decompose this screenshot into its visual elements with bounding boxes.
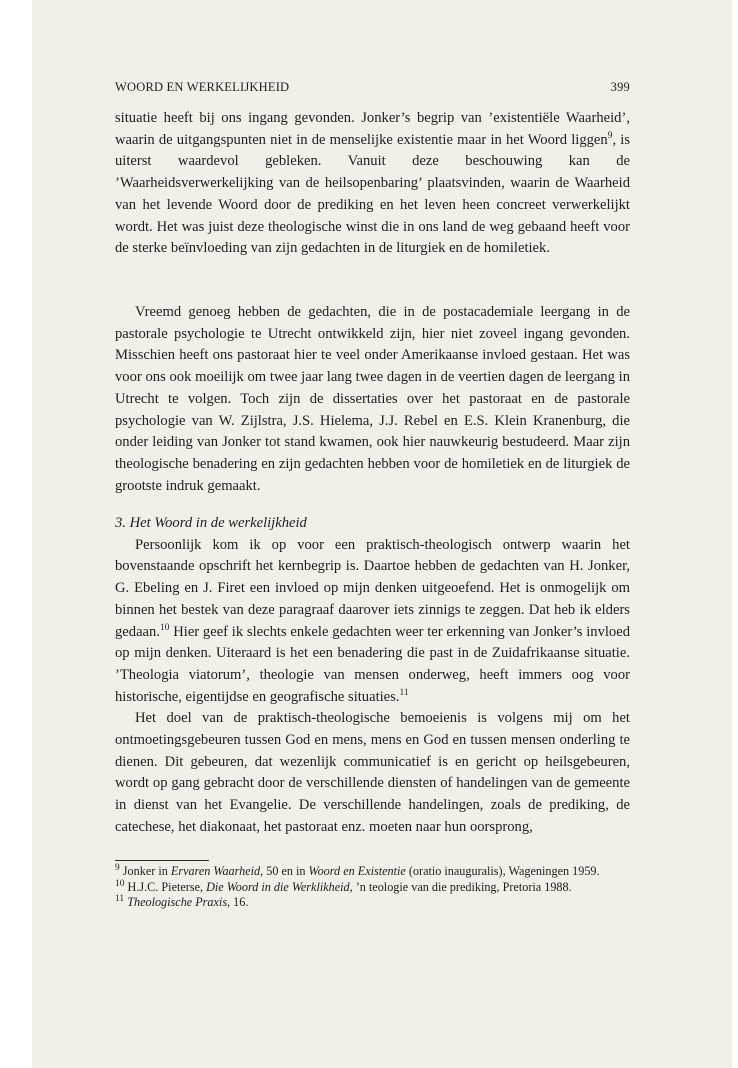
- section-heading: 3. Het Woord in de werkelijkheid: [115, 515, 307, 531]
- footnote-ref-11: 11: [399, 687, 409, 698]
- footnote-ref-10: 10: [159, 622, 170, 633]
- footnote-10: [115, 880, 630, 895]
- footnote-title: Ervaren Waarheid,: [170, 864, 264, 878]
- section-3-p1-text-a: Persoonlijk kom ik op voor een praktisch-theologisch ontwerp waarin het bovenstaande opschrift het kernbegrip is. Daartoe hebben de gedachten van H. Jonker, G. Ebeling en J. Firet een invloed op mijn denken uitgeoefend. Het is onmogelijk om binnen het bestek van deze paragraaf daarover iets zinnigs te zeggen. Dat heb ik elders gedaan.: [115, 536, 630, 640]
- section-3-paragraph-2: Het doel van de praktisch-theologische bemoeienis is volgens mij om het ontmoetingsgebeuren tussen God en mens, mens en God en tussen mensen onderling te dienen. Dit gebeuren, dat wezenlijk communicatief is en gericht op heilsgebeuren, wordt op gang gebracht door de verschillende diensten of handelingen van de gemeente in dienst van het Evangelie. De verschillende handelingen, zoals de prediking, de catechese, het diakonaat, het pastoraat enz. moeten naar hun oorsprong,: [115, 710, 630, 835]
- footnote-text: 16.: [230, 895, 249, 910]
- footnote-number: 10: [115, 878, 125, 889]
- footnote-text: (oratio inauguralis), Wageningen 1959.: [405, 864, 600, 878]
- footnote-number: 11: [115, 894, 125, 905]
- footnote-ref-9: 9: [607, 130, 613, 141]
- footnote-9: [115, 864, 630, 879]
- document-page: [32, 0, 732, 1068]
- paragraph-1-text-a: situatie heeft bij ons ingang gevonden. Jonker’s begrip van ’existentiële Waarheid’, waarin de uitgangspunten niet in de menselijke existentie maar in het Woord liggen: [115, 110, 630, 148]
- section-3-paragraph-1: [115, 535, 630, 709]
- paragraph-1-text-b: , is uiterst waardevol gebleken. Vanuit deze beschouwing kan de ’Waarheidsverwerkelijking van de heilsopenbaring’ plaatsvinden, waarin de Waarheid van het levende Woord door de prediking en het leven heen concreet verwerkelijkt wordt. Het was juist deze theologische winst die in ons land de weg gebaand heeft voor de sterke beïnvloeding van zijn gedachten in de liturgiek en de homiletiek.: [115, 131, 630, 257]
- footnote-text: 50 en in: [263, 864, 309, 878]
- footnote-text: Jonker in: [119, 864, 171, 878]
- paragraph-1: [115, 108, 630, 260]
- footnote-text: ’n teologie van die prediking, Pretoria 1988.: [352, 879, 572, 894]
- footnote-text: H.J.C. Pieterse,: [124, 879, 207, 894]
- section-3-p1-text-b: Hier geef ik slechts enkele gedachten weer ter erkenning van Jonker’s invloed op mijn denken. Uiteraard is het een benadering die past in de Zuidafrikaanse situatie. ’Theologia viatorum’, theologie van mensen onderweg, heeft immers oog voor historische, eigentijdse en geografische situaties.: [115, 623, 630, 705]
- footnote-11: [115, 895, 630, 910]
- paragraph-2: [115, 302, 630, 497]
- footnotes: [115, 864, 630, 911]
- footnote-number: 9: [115, 863, 120, 873]
- footnote-title: Theologische Praxis,: [124, 895, 231, 910]
- running-title: WOORD EN WERKELIJKHEID: [115, 80, 290, 94]
- page-number: 399: [610, 80, 630, 94]
- paragraph-2-text: Vreemd genoeg hebben de gedachten, die in de postacademiale leergang in de pastorale psychologie te Utrecht ontwikkeld zijn, hier niet zoveel ingang gevonden. Misschien heeft ons pastoraat hier te veel onder Amerikaanse invloed gestaan. Het was voor ons ook moeilijk om twee jaar lang twee dagen in de veertien dagen de leergang in Utrecht te volgen. Toch zijn de dissertaties over het pastoraat en de pastorale psychologie van W. Zijlstra, J.S. Hielema, J.J. Rebel en E.S. Klein Kranenburg, die onder leiding van Jonker tot stand kwamen, ook hier nauwkeurig bestudeerd. Maar zijn theologische benadering en zijn gedachten hebben voor de homiletiek en de liturgiek de grootste indruk gemaakt.: [115, 304, 630, 494]
- section-3: [115, 513, 630, 839]
- footnote-title: Woord en Existentie: [308, 864, 406, 878]
- footnote-divider: [115, 860, 209, 861]
- footnote-title: Die Woord in die Werklikheid,: [206, 879, 353, 894]
